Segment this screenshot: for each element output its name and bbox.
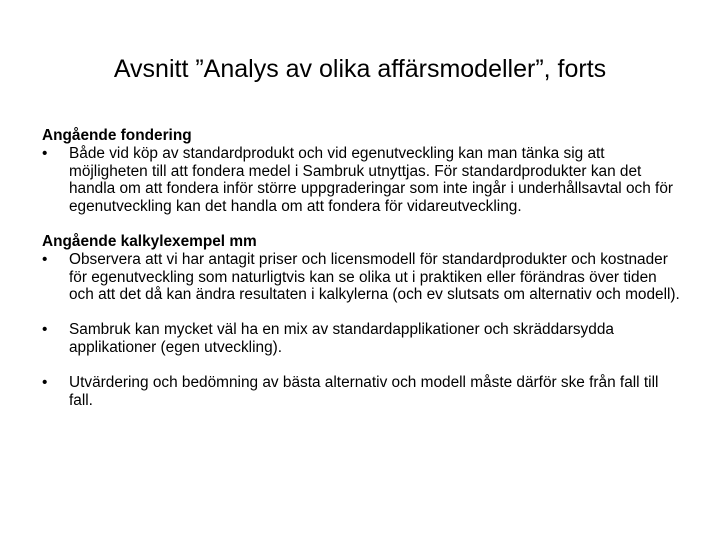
bullet-item <box>42 374 682 410</box>
bullet-text: Sambruk kan mycket väl ha en mix av standardapplikationer och skräddarsydda applikationer (egen utveckling). <box>69 321 614 356</box>
section-heading: Angående fondering <box>42 127 192 144</box>
section-heading: Angående kalkylexempel mm <box>42 232 257 250</box>
bullet-icon: • <box>42 321 48 339</box>
bullet-icon: • <box>42 373 48 391</box>
bullet-item <box>42 145 682 216</box>
bullet-item <box>42 251 682 304</box>
bullet-icon: • <box>42 144 48 162</box>
slide-content <box>42 127 682 409</box>
bullet-text: Både vid köp av standardprodukt och vid egenutveckling kan man tänka sig att möjligheten till att fondera medel i Sambruk utnyttjas. För standardprodukter kan det handla om att fondera inför större uppgraderingar som inte ingår i underhållsavtal och för egenutveckling kan det handla om att fondera för vidareutveckling. <box>69 144 673 216</box>
slide-title: Avsnitt ”Analys av olika affärsmodeller”, forts <box>113 55 607 83</box>
bullet-item <box>42 321 682 357</box>
section-kalkylexempel <box>42 233 682 409</box>
bullet-icon: • <box>42 250 48 268</box>
bullet-text: Observera att vi har antagit priser och licensmodell för standardprodukter och kostnader för egenutveckling som naturligtvis kan se olika ut i praktiken eller förändras över tiden och att det då kan ändra resultaten i kalkylerna (och ev slutsats om alternativ och modell). <box>69 250 680 304</box>
bullet-text: Utvärdering och bedömning av bästa alternativ och modell måste därför ske från fall till fall. <box>69 373 659 409</box>
section-fondering <box>42 127 682 216</box>
